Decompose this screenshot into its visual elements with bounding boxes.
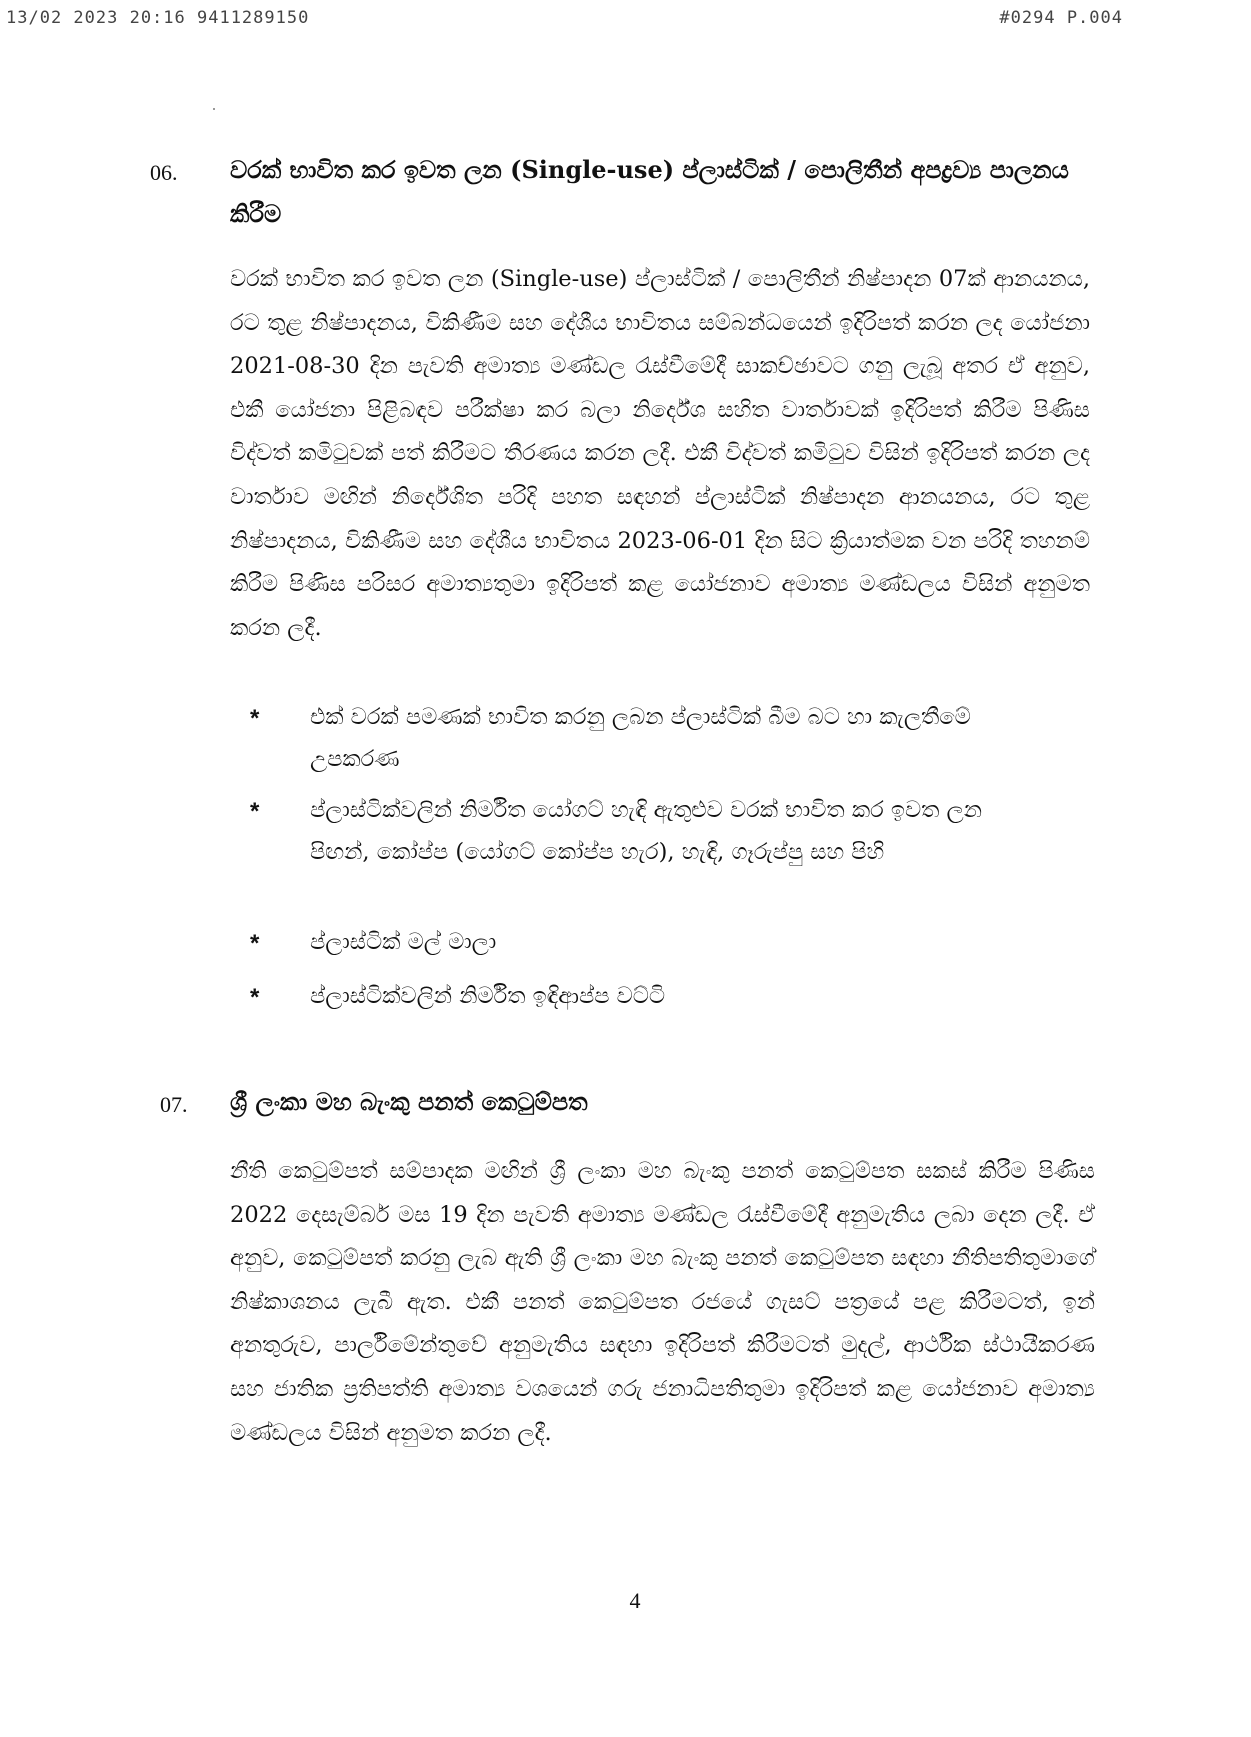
bullet-marker: * bbox=[250, 984, 260, 1011]
section-body-07: නීති කෙටුම්පත් සම්පාදක මඟින් ශ්‍රී ලංකා මහ බැංකු පනත් කෙටුම්පත සකස් කිරීම පිණිස 2022 දෙසැම්බර් මස 19 දින පැවති අමාත්‍ය මණ්ඩල රැස්වීමේදී අනුමැතිය ලබා දෙන ලදී. ඒ අනුව, කෙටුම්පත් කරනු ලැබ ඇති ශ්‍රී ලංකා මහ බැංකු පනත් කෙටුම්පත සඳහා නීතිපතිතුමාගේ නිෂ්කාශනය ලැබී ඇත. එකී පනත් කෙටුම්පත රජයේ ගැසට් පත්‍රයේ පළ කිරීමටත්, ඉන් අනතුරුව, පාර්ලිමේන්තුවේ අනුමැතිය සඳහා ඉදිරිපත් කිරීමටත් මුදල්, ආර්ථික ස්ථායීකරණ සහ ජාතික ප්‍රතිපත්ති අමාත්‍ය වශයෙන් ගරු ජනාධිපතිතුමා ඉදිරිපත් කළ යෝජනාව අමාත්‍ය මණ්ඩලය විසින් අනුමත කරන ලදී. bbox=[230, 1158, 1095, 1446]
list-item: ප්ලාස්ටික්වලින් නිර්මිත යෝගට් හැඳි ඇතුළුව වරක් භාවිත කර ඉවත ලන පිඟන්, කෝප්ප (යෝගට් කෝප්ප හැර), හැඳි, ගෑරුප්පු සහ පිහි bbox=[310, 797, 982, 865]
bullet-marker: * bbox=[250, 798, 260, 825]
bullet-marker: * bbox=[250, 930, 260, 957]
fax-header bbox=[0, 8, 1251, 32]
page-number: 4 bbox=[629, 1588, 641, 1613]
section-body-06: වරක් භාවිත කර ඉවත ලන (Single-use) ප්ලාස්ටික් / පොලිතීන් නිෂ්පාදන 07ක් ආනයනය, රට තුළ නිෂ්පාදනය, විකිණීම සහ දේශීය භාවිතය සම්බන්ධයෙන් ඉදිරිපත් කරන ලද යෝජනා 2021-08-30 දින පැවති අමාත්‍ය මණ්ඩල රැස්වීමේදී සාකච්ඡාවට ගනු ලැබූ අතර ඒ අනුව, එකී යෝජනා පිළිබඳව පරීක්ෂා කර බලා නිර්දේශ සහිත වාර්තාවක් ඉදිරිපත් කිරීම පිණිස විද්වත් කමිටුවක් පත් කිරීමට තීරණය කරන ලදී. එකී විද්වත් කමිටුව විසින් ඉදිරිපත් කරන ලද වාර්තාව මඟින් නිර්දේශිත පරිදි පහත සඳහන් ප්ලාස්ටික් නිෂ්පාදන ආනයනය, රට තුළ නිෂ්පාදනය, විකිණීම සහ දේශීය භාවිතය 2023-06-01 දින සිට ක්‍රියාත්මක වන පරිදි තහනම් කිරීම පිණිස පරිසර අමාත්‍යතුමා ඉදිරිපත් කළ යෝජනාව අමාත්‍ය මණ්ඩලය විසින් අනුමත කරන ලදී. bbox=[230, 266, 1090, 641]
bullet-marker: * bbox=[250, 705, 260, 732]
fax-page-id: #0294 P.004 bbox=[999, 8, 1123, 28]
section-title-06: වරක් භාවිත කර ඉවත ලන (Single-use) ප්ලාස්ටික් / පොලිතීන් අපද්‍රව්‍ය පාලනය කිරීම bbox=[230, 155, 1069, 228]
list-item: ප්ලාස්ටික්වලින් නිර්මිත ඉඳිආප්ප වට්ටි bbox=[310, 983, 666, 1009]
fax-timestamp: 13/02 2023 20:16 9411289150 bbox=[6, 8, 310, 28]
scan-speck bbox=[213, 108, 215, 110]
section-number-06: 06. bbox=[150, 160, 178, 185]
section-number-07: 07. bbox=[160, 1092, 188, 1117]
list-item: එක් වරක් පමණක් භාවිත කරනු ලබන ප්ලාස්ටික් බීම බට හා කැලතීමේ උපකරණ bbox=[310, 704, 971, 772]
section-title-07: ශ්‍රී ලංකා මහ බැංකු පනත් කෙටුම්පත bbox=[230, 1087, 588, 1116]
list-item: ප්ලාස්ටික් මල් මාලා bbox=[310, 929, 497, 955]
